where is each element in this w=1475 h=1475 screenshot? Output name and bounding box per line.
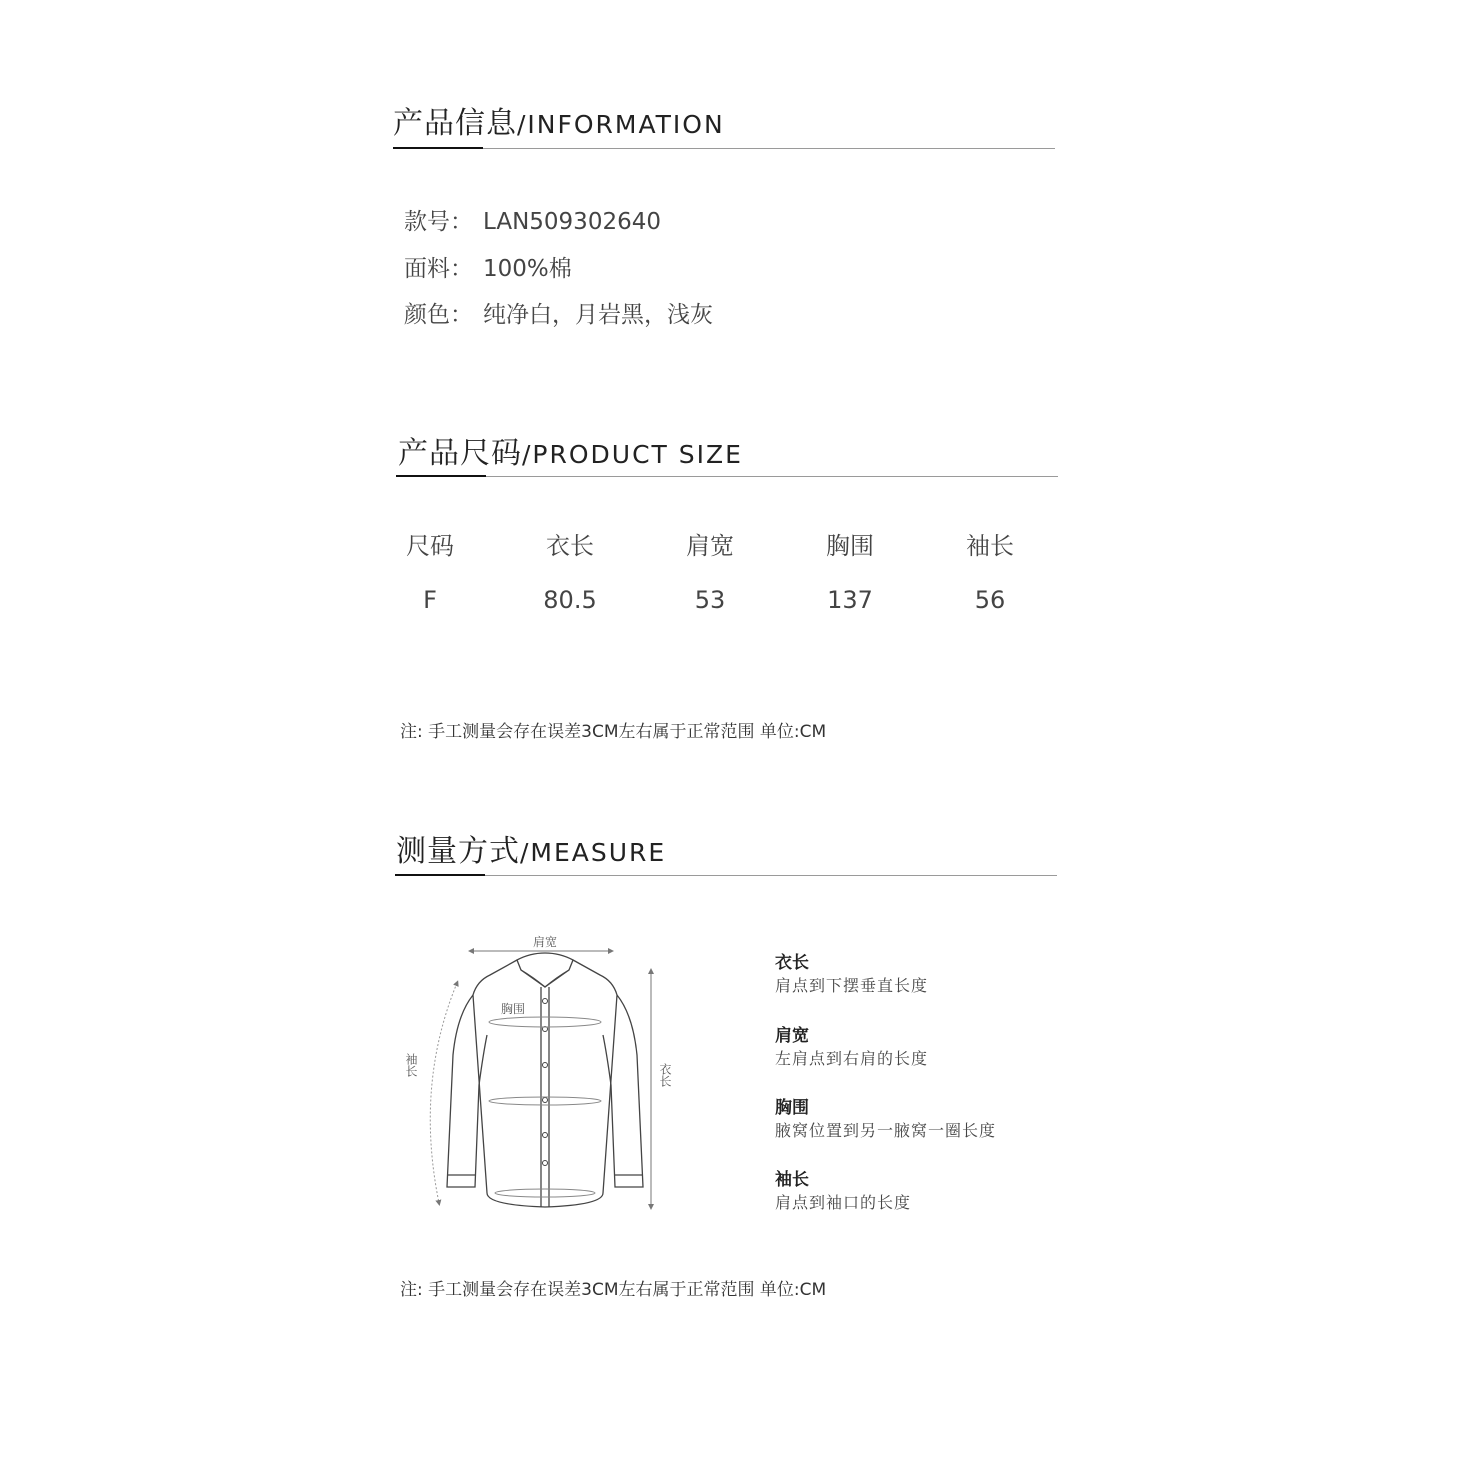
measure-item-desc: 腋窝位置到另一腋窝一圈长度 [775,1121,997,1140]
information-divider-accent [393,147,483,149]
info-label: 颜色： [404,302,473,328]
info-value: 100%棉 [483,256,572,282]
measure-title-cn: 测量方式 [396,834,520,869]
measure-item-title: 胸围 [775,1098,809,1118]
size-header-cell: 衣长 [546,532,594,560]
size-value-cell: 53 [694,586,726,614]
measure-item-title: 袖长 [775,1170,809,1190]
measure-heading [396,826,666,870]
measure-item-desc: 肩点到袖口的长度 [775,1193,912,1212]
info-value: LAN509302640 [483,209,661,235]
sleeve-arrow [430,983,457,1203]
info-label: 款号： [404,209,473,235]
size-value-cell: 56 [974,586,1006,614]
measure-title-en: /MEASURE [520,838,667,867]
measure-item-title: 衣长 [775,953,809,973]
shirt-outline [447,953,643,1207]
size-title-en: /PRODUCT SIZE [522,440,743,469]
size-header-cell: 袖长 [966,532,1014,560]
information-title-cn: 产品信息 [393,106,517,141]
measure-item-desc: 肩点到下摆垂直长度 [775,976,929,995]
size-value-cell: 80.5 [543,586,597,614]
size-divider [396,476,1058,477]
size-header-cell: 尺码 [406,532,454,560]
size-header-cell: 肩宽 [686,532,734,560]
measure-item-shoulder [775,1021,928,1069]
measure-divider-accent [395,874,485,876]
shirt-measure-diagram [395,925,695,1225]
measure-item-chest [775,1093,996,1141]
info-row-style-number [404,203,661,236]
info-row-fabric [404,250,572,283]
info-label: 面料： [404,256,473,282]
information-title-en: /INFORMATION [517,110,725,139]
size-header-cell: 胸围 [826,532,874,560]
chest-ellipse [489,1017,601,1027]
shirt-buttons [543,999,548,1166]
information-heading [393,98,725,142]
size-value-cell: F [423,586,437,614]
size-title-cn: 产品尺码 [398,436,522,471]
measure-item-title: 肩宽 [775,1026,809,1046]
measure-item-sleeve [775,1165,911,1213]
info-value: 纯净白，月岩黑，浅灰 [483,302,713,328]
length-label: 衣长 [658,1063,672,1087]
size-divider-accent [396,475,486,477]
size-heading [398,428,743,472]
measure-item-length [775,948,928,996]
shoulder-label: 肩宽 [532,935,558,949]
sleeve-label: 袖长 [404,1053,418,1077]
chest-label: 胸围 [500,1002,526,1016]
measure-note: 注: 手工测量会存在误差3CM左右属于正常范围 单位:CM [400,1280,827,1300]
info-row-color [404,296,713,329]
measure-item-desc: 左肩点到右肩的长度 [775,1049,929,1068]
measure-divider [395,875,1057,876]
size-note: 注: 手工测量会存在误差3CM左右属于正常范围 单位:CM [400,722,827,742]
information-divider [393,148,1055,149]
size-value-cell: 137 [827,586,873,614]
